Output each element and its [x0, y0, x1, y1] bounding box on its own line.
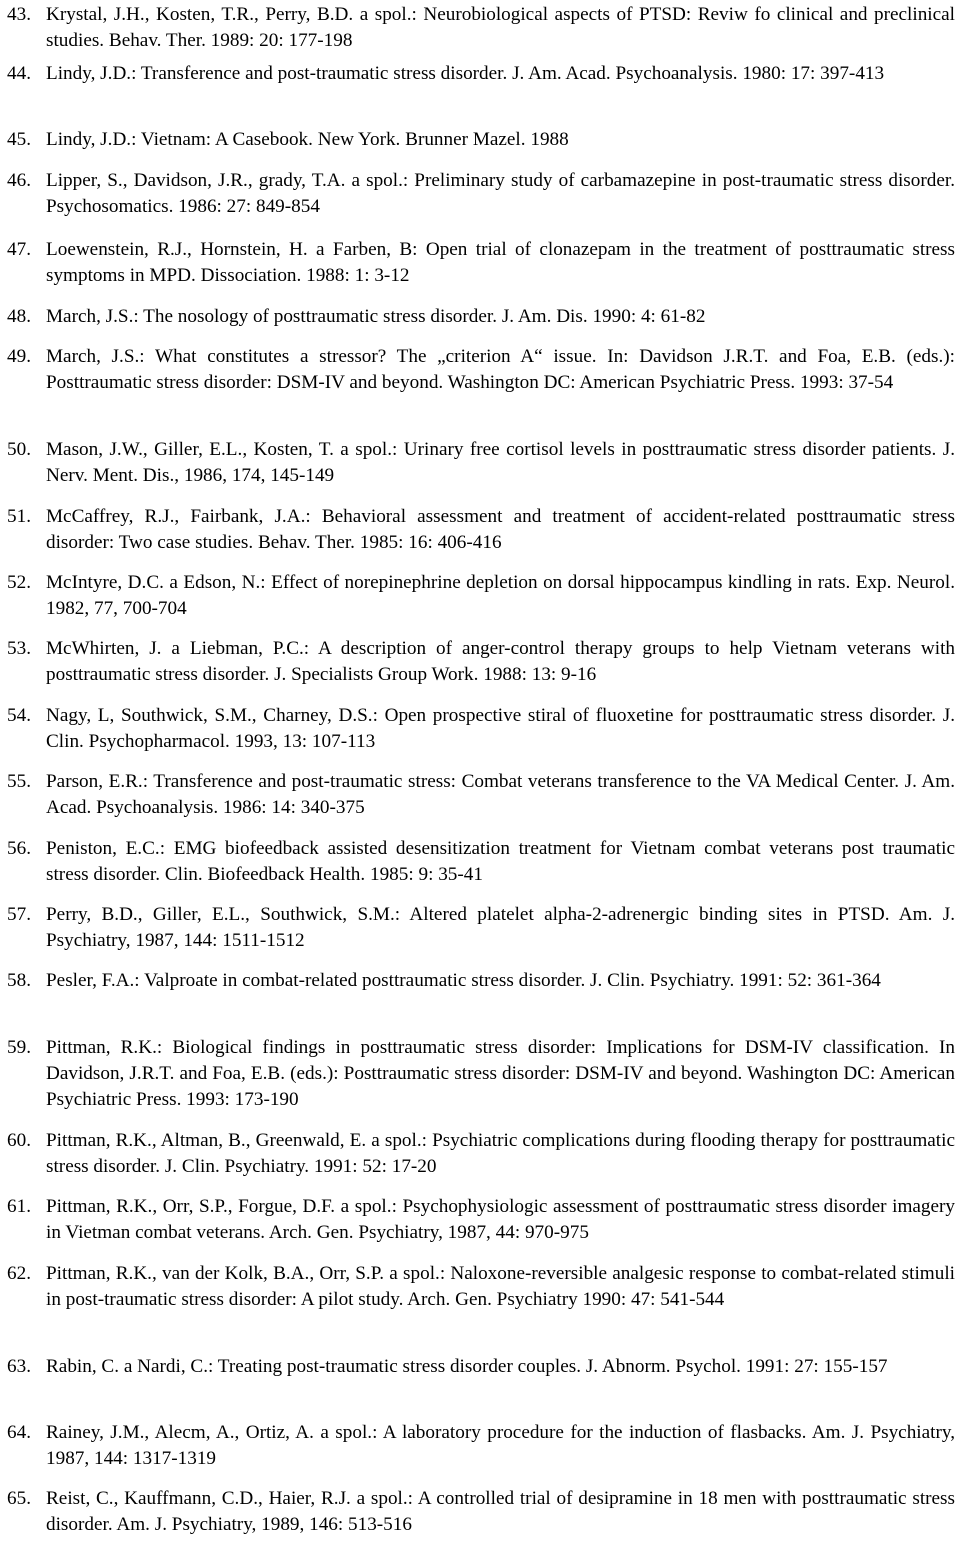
- reference-item: [7, 61, 955, 87]
- reference-item: [7, 1035, 955, 1113]
- reference-item: [7, 127, 955, 153]
- reference-number: 43.: [7, 4, 31, 25]
- reference-item: [7, 769, 955, 821]
- reference-text: Pittman, R.K., van der Kolk, B.A., Orr, S.P. a spol.: Naloxone-reversible analgesic response to combat-related stimuli in post-traumatic stress disorder: A pilot study. Arch. Gen. Psychiatry 1990: 47: 541-544: [46, 1263, 955, 1310]
- reference-text: Peniston, E.C.: EMG biofeedback assisted desensitization treatment for Vietnam combat veterans post traumatic stress disorder. Clin. Biofeedback Health. 1985: 9: 35-41: [46, 838, 955, 885]
- reference-number: 55.: [7, 771, 31, 792]
- reference-number: 60.: [7, 1130, 31, 1151]
- reference-number: 56.: [7, 838, 31, 859]
- reference-item: [7, 168, 955, 220]
- reference-item: [7, 1128, 955, 1180]
- reference-number: 44.: [7, 63, 31, 84]
- reference-number: 65.: [7, 1488, 31, 1509]
- reference-item: [7, 344, 955, 396]
- reference-item: [7, 1194, 955, 1246]
- reference-item: [7, 902, 955, 954]
- reference-text: McIntyre, D.C. a Edson, N.: Effect of norepinephrine depletion on dorsal hippocampus kindling in rats. Exp. Neurol. 1982, 77, 700-704: [46, 572, 955, 619]
- reference-text: McWhirten, J. a Liebman, P.C.: A description of anger-control therapy groups to help Vietnam veterans with posttraumatic stress disorder. J. Specialists Group Work. 1988: 13: 9-16: [46, 638, 955, 685]
- reference-number: 46.: [7, 170, 31, 191]
- reference-item: [7, 237, 955, 289]
- reference-number: 63.: [7, 1356, 31, 1377]
- reference-item: [7, 1354, 955, 1380]
- reference-number: 51.: [7, 506, 31, 527]
- reference-text: March, J.S.: The nosology of posttraumatic stress disorder. J. Am. Dis. 1990: 4: 61-82: [46, 306, 706, 327]
- reference-text: Loewenstein, R.J., Hornstein, H. a Farben, B: Open trial of clonazepam in the treatment of posttraumatic stress symptoms in MPD. Dissociation. 1988: 1: 3-12: [46, 239, 955, 286]
- reference-item: [7, 304, 955, 330]
- reference-number: 50.: [7, 439, 31, 460]
- reference-item: [7, 2, 955, 54]
- reference-text: Perry, B.D., Giller, E.L., Southwick, S.M.: Altered platelet alpha-2-adrenergic binding sites in PTSD. Am. J. Psychiatry, 1987, 144: 1511-1512: [46, 904, 955, 951]
- reference-text: Krystal, J.H., Kosten, T.R., Perry, B.D. a spol.: Neurobiological aspects of PTSD: Reviw fo clinical and preclinical studies. Behav. Ther. 1989: 20: 177-198: [46, 4, 955, 51]
- reference-text: Pittman, R.K.: Biological findings in posttraumatic stress disorder: Implications for DSM-IV classification. In Davidson, J.R.T. and Foa, E.B. (eds.): Posttraumatic stress disorder: DSM-IV and beyond. Washington DC: American Psychiatric Press. 1993: 173-190: [46, 1037, 955, 1110]
- reference-text: Parson, E.R.: Transference and post-traumatic stress: Combat veterans transference to the VA Medical Center. J. Am. Acad. Psychoanalysis. 1986: 14: 340-375: [46, 771, 955, 818]
- reference-text: Lindy, J.D.: Transference and post-traumatic stress disorder. J. Am. Acad. Psychoanalysis. 1980: 17: 397-413: [46, 63, 885, 84]
- reference-item: [7, 437, 955, 489]
- reference-text: Rabin, C. a Nardi, C.: Treating post-traumatic stress disorder couples. J. Abnorm. Psychol. 1991: 27: 155-157: [46, 1356, 888, 1377]
- reference-text: Lipper, S., Davidson, J.R., grady, T.A. a spol.: Preliminary study of carbamazepine in post-traumatic stress disorder. Psychosomatics. 1986: 27: 849-854: [46, 170, 955, 217]
- reference-text: March, J.S.: What constitutes a stressor? The „criterion A“ issue. In: Davidson J.R.T. and Foa, E.B. (eds.): Posttraumatic stress disorder: DSM-IV and beyond. Washington DC: American Psychiatric Press. 1993: 37-54: [46, 346, 955, 393]
- reference-item: [7, 636, 955, 688]
- reference-item: [7, 1261, 955, 1313]
- reference-text: Mason, J.W., Giller, E.L., Kosten, T. a spol.: Urinary free cortisol levels in posttraumatic stress disorder patients. J. Nerv. Ment. Dis., 1986, 174, 145-149: [46, 439, 955, 486]
- reference-item: [7, 570, 955, 622]
- reference-text: McCaffrey, R.J., Fairbank, J.A.: Behavioral assessment and treatment of accident-related posttraumatic stress disorder: Two case studies. Behav. Ther. 1985: 16: 406-416: [46, 506, 955, 553]
- reference-item: [7, 504, 955, 556]
- reference-text: Pittman, R.K., Orr, S.P., Forgue, D.F. a spol.: Psychophysiologic assessment of posttraumatic stress disorder imagery in Vietman combat veterans. Arch. Gen. Psychiatry, 1987, 44: 970-975: [46, 1196, 955, 1243]
- reference-number: 61.: [7, 1196, 31, 1217]
- reference-item: [7, 1486, 955, 1538]
- reference-number: 49.: [7, 346, 31, 367]
- reference-text: Rainey, J.M., Alecm, A., Ortiz, A. a spol.: A laboratory procedure for the induction of flasbacks. Am. J. Psychiatry, 1987, 144: 1317-1319: [46, 1422, 955, 1469]
- reference-number: 54.: [7, 705, 31, 726]
- reference-text: Reist, C., Kauffmann, C.D., Haier, R.J. a spol.: A controlled trial of desipramine in 18 men with posttraumatic stress disorder. Am. J. Psychiatry, 1989, 146: 513-516: [46, 1488, 955, 1535]
- reference-text: Lindy, J.D.: Vietnam: A Casebook. New York. Brunner Mazel. 1988: [46, 129, 569, 150]
- reference-number: 62.: [7, 1263, 31, 1284]
- reference-text: Nagy, L, Southwick, S.M., Charney, D.S.: Open prospective stiral of fluoxetine for posttraumatic stress disorder. J. Clin. Psychopharmacol. 1993, 13: 107-113: [46, 705, 955, 752]
- reference-number: 47.: [7, 239, 31, 260]
- reference-number: 64.: [7, 1422, 31, 1443]
- reference-item: [7, 836, 955, 888]
- reference-number: 48.: [7, 306, 31, 327]
- reference-text: Pesler, F.A.: Valproate in combat-related posttraumatic stress disorder. J. Clin. Psychiatry. 1991: 52: 361-364: [46, 970, 881, 991]
- reference-number: 57.: [7, 904, 31, 925]
- reference-text: Pittman, R.K., Altman, B., Greenwald, E. a spol.: Psychiatric complications during flooding therapy for posttraumatic stress disorder. J. Clin. Psychiatry. 1991: 52: 17-20: [46, 1130, 955, 1177]
- reference-item: [7, 968, 955, 994]
- reference-number: 53.: [7, 638, 31, 659]
- reference-item: [7, 1420, 955, 1472]
- reference-number: 45.: [7, 129, 31, 150]
- reference-number: 58.: [7, 970, 31, 991]
- reference-number: 52.: [7, 572, 31, 593]
- reference-item: [7, 703, 955, 755]
- reference-number: 59.: [7, 1037, 31, 1058]
